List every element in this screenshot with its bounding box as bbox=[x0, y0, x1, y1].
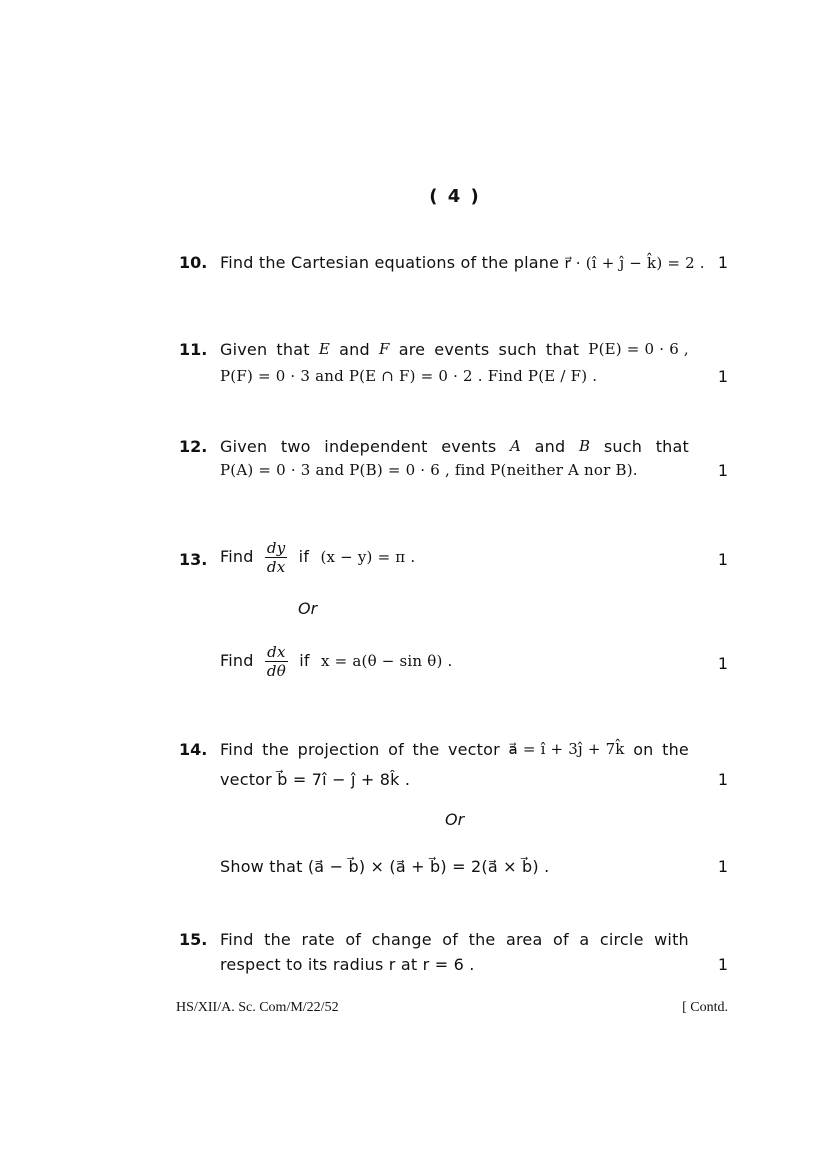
question-14-line-2: vector b⃗ = 7î − ĵ + 8k̂ . bbox=[220, 770, 411, 789]
question-number-10: 10. bbox=[179, 253, 208, 272]
vector-a-expression: a⃗ = î + 3ĵ + 7k̂ bbox=[508, 740, 625, 758]
or-separator: Or bbox=[445, 810, 465, 829]
find-label: Find bbox=[220, 547, 254, 566]
word: such bbox=[498, 340, 537, 359]
word: B bbox=[579, 437, 591, 455]
word: the bbox=[662, 740, 689, 759]
word: Given bbox=[220, 340, 268, 359]
word: independent bbox=[324, 437, 428, 456]
word: vector bbox=[447, 740, 500, 759]
word: the bbox=[468, 930, 496, 949]
word: the bbox=[412, 740, 440, 759]
if-label: if bbox=[298, 547, 310, 566]
word: and bbox=[534, 437, 566, 456]
word: Find bbox=[220, 740, 254, 759]
question-13-line-1 bbox=[220, 539, 415, 576]
question-15-line-2: respect to its radius r at r = 6 . bbox=[220, 955, 475, 974]
question-15-mark: 1 bbox=[717, 955, 728, 974]
word: two bbox=[280, 437, 311, 456]
word: the bbox=[262, 740, 290, 759]
word: of bbox=[552, 930, 569, 949]
word: of bbox=[442, 930, 459, 949]
question-14-mark: 1 bbox=[717, 770, 728, 789]
paper-code: HS/XII/A. Sc. Com/M/22/52 bbox=[176, 1000, 339, 1015]
question-number-14: 14. bbox=[179, 740, 208, 759]
question-15-line-1 bbox=[220, 930, 689, 949]
fraction-numerator: dy bbox=[266, 539, 286, 557]
or-separator: Or bbox=[298, 599, 318, 618]
word: the bbox=[264, 930, 291, 949]
question-13-alt-line bbox=[220, 643, 452, 680]
question-number-12: 12. bbox=[179, 437, 208, 456]
derivative-dx-dtheta bbox=[265, 643, 288, 680]
word: on bbox=[633, 740, 654, 759]
word: with bbox=[654, 930, 689, 949]
question-12-line-2: P(A) = 0 · 3 and P(B) = 0 · 6 , find P(neither A nor B). bbox=[220, 461, 638, 479]
derivative-dy-dx bbox=[265, 539, 287, 576]
word: events bbox=[434, 340, 490, 359]
word: Given bbox=[220, 437, 268, 456]
find-label: Find bbox=[220, 651, 254, 670]
continued-label: [ Contd. bbox=[682, 1000, 728, 1015]
question-13-alt-condition: x = a(θ − sin θ) . bbox=[321, 652, 453, 670]
question-13-alt-mark: 1 bbox=[717, 654, 728, 673]
word: and bbox=[339, 340, 370, 359]
question-13-condition: (x − y) = π . bbox=[320, 548, 416, 566]
word: are bbox=[398, 340, 426, 359]
word: P(E) = 0 · 6 , bbox=[588, 340, 689, 358]
word: rate bbox=[301, 930, 335, 949]
question-10-equation: r⃗ · (î + ĵ − k̂) = 2 . bbox=[564, 254, 705, 272]
question-14-alt-mark: 1 bbox=[717, 857, 728, 876]
word: such bbox=[603, 437, 643, 456]
question-13-mark: 1 bbox=[717, 550, 728, 569]
word: that bbox=[276, 340, 310, 359]
word: that bbox=[545, 340, 580, 359]
question-14-line-1 bbox=[220, 740, 689, 759]
word: area bbox=[505, 930, 543, 949]
word: circle bbox=[599, 930, 644, 949]
question-11-line-2: P(F) = 0 · 3 and P(E ∩ F) = 0 · 2 . Find P(E / F) . bbox=[220, 367, 598, 385]
word: that bbox=[655, 437, 689, 456]
question-12-mark: 1 bbox=[717, 461, 728, 480]
fraction-numerator: dx bbox=[267, 643, 286, 661]
question-11-mark: 1 bbox=[717, 367, 728, 386]
question-10-statement: Find the Cartesian equations of the plane bbox=[220, 253, 560, 272]
word: of bbox=[388, 740, 404, 759]
question-12-line-1 bbox=[220, 437, 689, 456]
question-number-13: 13. bbox=[179, 550, 208, 569]
page-number: ( 4 ) bbox=[429, 186, 481, 207]
word: a bbox=[579, 930, 590, 949]
word: events bbox=[441, 437, 497, 456]
fraction-denominator: dx bbox=[266, 558, 286, 576]
question-14-alt-line: Show that (a⃗ − b⃗) × (a⃗ + b⃗) = 2(a⃗ × b⃗) . bbox=[220, 857, 550, 876]
question-10-text bbox=[220, 253, 705, 272]
word: Find bbox=[220, 930, 254, 949]
word: change bbox=[371, 930, 432, 949]
word: projection bbox=[297, 740, 380, 759]
fraction-denominator: dθ bbox=[266, 662, 286, 680]
word: F bbox=[378, 340, 390, 358]
question-number-11: 11. bbox=[179, 340, 208, 359]
word: A bbox=[510, 437, 522, 455]
word: E bbox=[318, 340, 330, 358]
question-11-line-1 bbox=[220, 340, 689, 359]
word: of bbox=[345, 930, 362, 949]
question-10-mark: 1 bbox=[717, 253, 728, 272]
if-label: if bbox=[299, 651, 310, 670]
question-number-15: 15. bbox=[179, 930, 208, 949]
